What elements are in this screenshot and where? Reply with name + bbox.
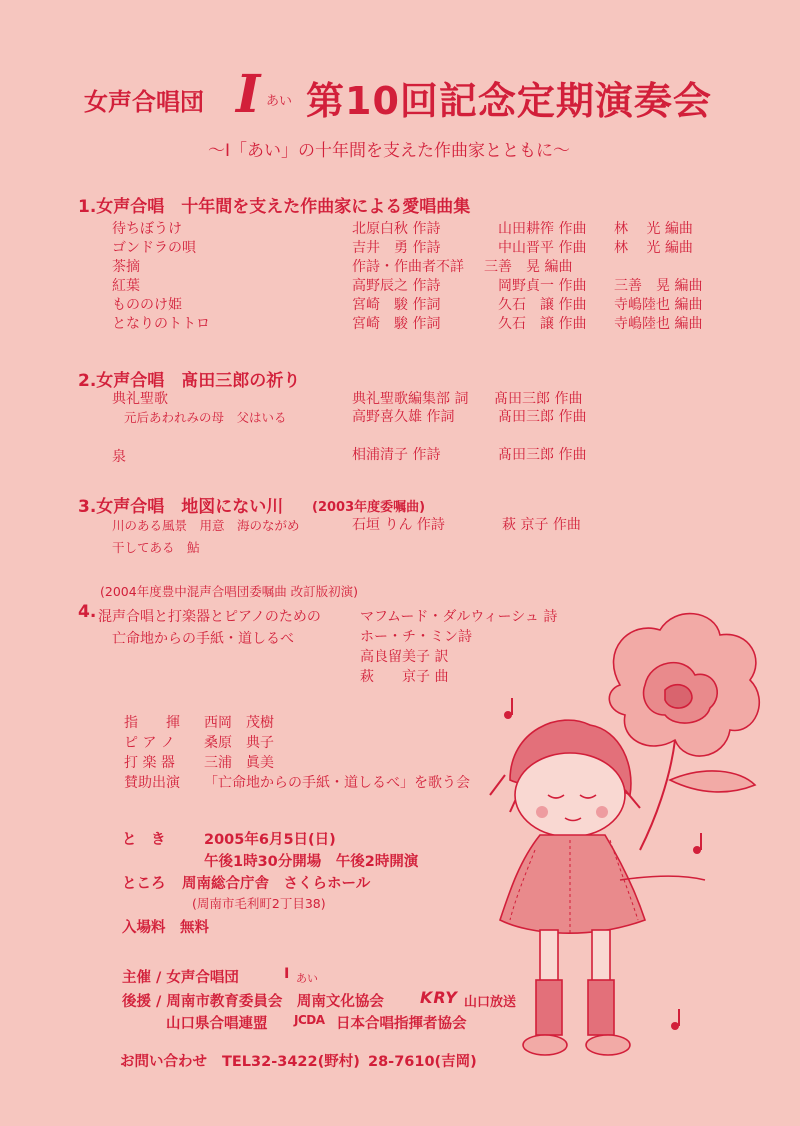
event-venue: 周南総合庁舎 さくらホール bbox=[182, 876, 371, 892]
program-item-lyricist: 宮崎 駿 作詞 bbox=[352, 297, 441, 313]
program-item-lyricist: 高野辰之 作詩 bbox=[352, 278, 441, 294]
program-item-composer: 山田耕筰 作曲 bbox=[498, 221, 587, 237]
program-item-title: 典礼聖歌 bbox=[112, 391, 168, 407]
performer-name: 西岡 茂樹 bbox=[204, 715, 274, 731]
program-item-composer: 久石 譲 作曲 bbox=[498, 297, 587, 313]
performer-role: 賛助出演 bbox=[124, 775, 180, 791]
section-3-heading: 3.女声合唱 地図にない川 bbox=[78, 497, 284, 517]
concert-subtitle: ～Ⅰ「あい」の十年間を支えた作曲家とともに～ bbox=[208, 141, 571, 161]
music-note-icon bbox=[693, 833, 702, 854]
program-item-arranger: 寺嶋陸也 編曲 bbox=[614, 297, 703, 313]
program-item-arranger: 寺嶋陸也 編曲 bbox=[614, 316, 703, 332]
program-item-composer: 岡野貞一 作曲 bbox=[498, 278, 587, 294]
contact-tel-1: TEL32-3422(野村) bbox=[222, 1054, 360, 1070]
section-4-subheading: 亡命地からの手紙・道しるべ bbox=[112, 631, 294, 647]
event-fee: 入場料 無料 bbox=[122, 920, 209, 936]
girl-illustration bbox=[470, 590, 790, 1100]
event-where-label: ところ bbox=[122, 876, 166, 892]
program-item-arranger: 林 光 編曲 bbox=[614, 240, 693, 256]
credit-line: ホー・チ・ミン詩 bbox=[360, 629, 472, 645]
group-mark: I bbox=[236, 64, 261, 125]
program-item-title: ゴンドラの唄 bbox=[112, 240, 196, 256]
performer-name: 「亡命地からの手紙・道しるべ」を歌う会 bbox=[204, 775, 470, 791]
group-name: 女声合唱団 bbox=[84, 88, 204, 116]
kry-logo: KRY bbox=[420, 988, 458, 1007]
program-item-title: 待ちぼうけ bbox=[112, 221, 182, 237]
section-4-heading: 混声合唱と打楽器とピアノのための bbox=[98, 609, 321, 625]
contact-tel-2: 28-7610(吉岡) bbox=[368, 1054, 477, 1070]
credit-line: 高良留美子 訳 bbox=[360, 649, 449, 665]
concert-title: 第10回記念定期演奏会 bbox=[306, 79, 712, 123]
event-times: 午後1時30分開場 午後2時開演 bbox=[204, 854, 419, 870]
performer-role: ピ ア ノ bbox=[124, 735, 175, 751]
event-address: (周南市毛利町2丁目38) bbox=[192, 896, 326, 911]
music-note-icon bbox=[671, 1009, 680, 1030]
program-item-title: となりのトトロ bbox=[112, 316, 210, 332]
program-item-title: もののけ姫 bbox=[112, 297, 182, 313]
event-date: 2005年6月5日(日) bbox=[204, 832, 336, 848]
performer-name: 桑原 典子 bbox=[204, 735, 274, 751]
performer-role: 指 揮 bbox=[124, 715, 180, 731]
credit-line: 萩 京子 曲 bbox=[360, 669, 449, 685]
program-item-title: 紅葉 bbox=[112, 278, 140, 294]
program-item-lyricist: 宮崎 駿 作詞 bbox=[352, 316, 441, 332]
section-1-heading: 1.女声合唱 十年間を支えた作曲家による愛唱曲集 bbox=[78, 197, 471, 217]
program-item-title: 元后あわれみの母 父はいる bbox=[124, 410, 287, 425]
support-label: 後援 / 周南市教育委員会 周南文化協会 bbox=[122, 994, 384, 1010]
program-item-title: 茶摘 bbox=[112, 259, 140, 275]
program-item-lyricist: 吉井 勇 作詩 bbox=[352, 240, 441, 256]
program-item-composer: 髙田三郎 作曲 bbox=[494, 391, 583, 407]
program-item-title: 川のある風景 用意 海のながめ bbox=[112, 518, 300, 533]
program-item-arranger: 林 光 編曲 bbox=[614, 221, 693, 237]
program-item-composer: 久石 譲 作曲 bbox=[498, 316, 587, 332]
flower-illustration bbox=[609, 614, 759, 756]
group-mark-reading: あい bbox=[266, 94, 293, 109]
support-chorus-federation: 山口県合唱連盟 bbox=[166, 1016, 268, 1032]
program-item-lyricist: 典礼聖歌編集部 詞 bbox=[352, 391, 469, 407]
program-item-lyricist: 石垣 りん 作詩 bbox=[352, 517, 445, 533]
program-item-lyricist: 高野喜久雄 作詞 bbox=[352, 409, 455, 425]
host-mark: Ⅰ bbox=[284, 966, 290, 982]
host-label: 主催 / 女声合唱団 bbox=[122, 970, 239, 986]
program-item-composer: 萩 京子 作曲 bbox=[502, 517, 581, 533]
section-2-heading: 2.女声合唱 髙田三郎の祈り bbox=[78, 371, 301, 391]
section-4-pre-note: (2004年度豊中混声合唱団委嘱曲 改訂版初演) bbox=[100, 584, 359, 599]
program-item-composer: 髙田三郎 作曲 bbox=[498, 409, 587, 425]
performer-name: 三浦 眞美 bbox=[204, 755, 274, 771]
program-item-lyricist: 北原白秋 作詩 bbox=[352, 221, 441, 237]
program-item-composer: 中山晋平 作曲 bbox=[498, 240, 587, 256]
host-reading: あい bbox=[296, 972, 318, 985]
credit-line: マフムード・ダルウィーシュ 詩 bbox=[360, 609, 558, 625]
contact-label: お問い合わせ bbox=[120, 1054, 207, 1070]
event-when-label: と き bbox=[122, 832, 166, 848]
program-item-lyricist: 相浦清子 作詩 bbox=[352, 447, 441, 463]
program-item-arranger: 三善 晃 編曲 bbox=[484, 259, 573, 275]
jcda-logo: JCDA bbox=[294, 1013, 325, 1027]
program-item-arranger: 三善 晃 編曲 bbox=[614, 278, 703, 294]
section-3-note: (2003年度委嘱曲) bbox=[312, 500, 426, 515]
program-item-title: 干してある 鮎 bbox=[112, 540, 200, 555]
performer-role: 打 楽 器 bbox=[124, 755, 175, 771]
section-4-number: 4. bbox=[78, 602, 97, 622]
program-item-lyricist: 作詩・作曲者不詳 bbox=[352, 259, 464, 275]
music-note-icon bbox=[504, 698, 513, 719]
program-item-title: 泉 bbox=[112, 449, 126, 465]
program-item-composer: 髙田三郎 作曲 bbox=[498, 447, 587, 463]
kry-name: 山口放送 bbox=[464, 995, 517, 1010]
jcda-name: 日本合唱指揮者協会 bbox=[336, 1016, 467, 1032]
